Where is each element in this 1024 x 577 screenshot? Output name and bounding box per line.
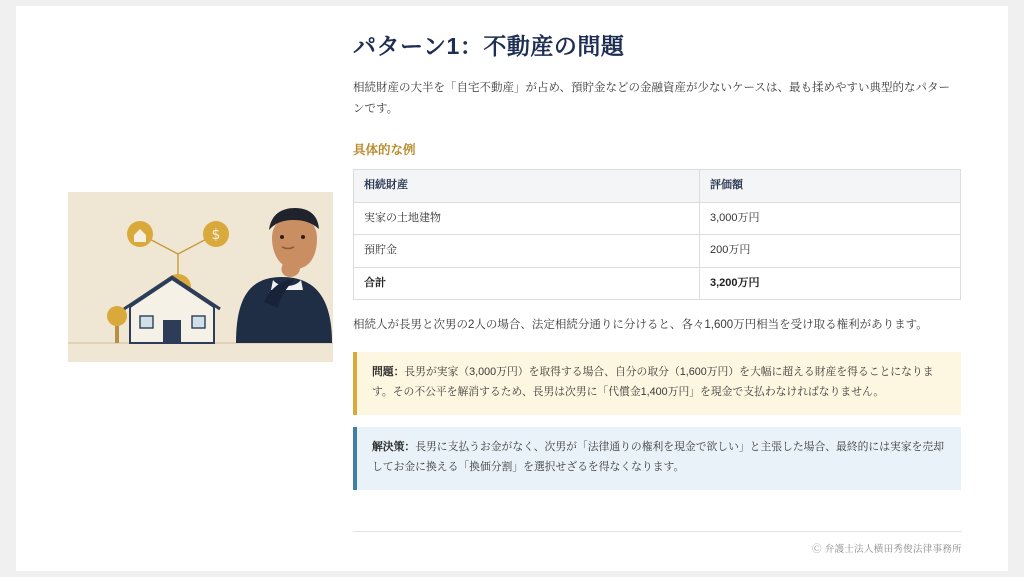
table-row-total	[354, 267, 961, 299]
svg-text:$: $	[211, 227, 221, 243]
table-body	[354, 202, 961, 299]
illustration-svg	[68, 192, 333, 362]
legal-share-note: 相続人が長男と次男の2人の場合、法定相続分通りに分けると、各々1,600万円相当を受け取る権利があります。	[353, 318, 928, 331]
lede-paragraph: 相続財産の大半を「自宅不動産」が占め、預貯金などの金融資産が少ないケースは、最も揉めやすい典型的なパターンです。	[353, 81, 950, 116]
callout-problem-text: 長男が実家（3,000万円）を取得する場合、自分の取分（1,600万円）を大幅に超える財産を得ることになります。その不公平を解消するため、長男は次男に「代償金1,400万円」を現金で支払わなければなりません。	[372, 365, 934, 398]
cell-asset: 実家の土地建物	[354, 202, 700, 234]
table-row	[354, 235, 961, 267]
table-header-row	[354, 170, 961, 202]
callout-problem	[353, 352, 961, 415]
table-row	[354, 202, 961, 234]
callout-solution	[353, 427, 961, 490]
inheritance-assets-table	[353, 169, 961, 300]
table-header	[354, 170, 961, 202]
cell-value-total: 3,200万円	[699, 267, 960, 299]
illustration-person-thinking-about-house-and-assets	[68, 192, 333, 362]
section-subheading: 具体的な例	[353, 143, 416, 158]
cell-value: 200万円	[699, 235, 960, 267]
callout-solution-text: 長男に支払うお金がなく、次男が「法律通りの権利を現金で欲しい」と主張した場合、最終的には実家を売却してお金に換える「換価分割」を選択せざるを得なくなります。	[372, 440, 945, 473]
callout-solution-label: 解決策：	[372, 440, 416, 453]
slide-content	[16, 6, 1008, 571]
page-title: パターン1：不動産の問題	[353, 33, 625, 59]
cell-asset: 預貯金	[354, 235, 700, 267]
footer-copyright: Ⓒ 弁護士法人横田秀俊法律事務所	[353, 531, 962, 555]
cell-value: 3,000万円	[699, 202, 960, 234]
column-header-value: 評価額	[699, 170, 960, 202]
slide-canvas	[16, 6, 1008, 571]
callout-problem-label: 問題：	[372, 365, 405, 378]
cell-asset-total: 合計	[354, 267, 700, 299]
column-header-asset: 相続財産	[354, 170, 700, 202]
text-column	[353, 32, 961, 502]
